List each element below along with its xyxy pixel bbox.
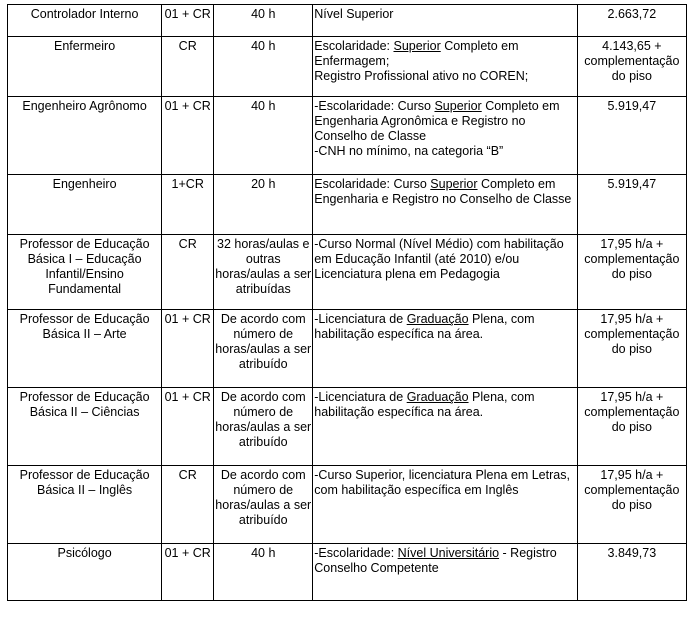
position-title-cell: Professor de Educação Básica II – Arte [8, 310, 162, 388]
requirement-text: -Escolaridade: Curso [314, 99, 435, 113]
workload-cell: De acordo com número de horas/aulas a ser atribuído [214, 388, 313, 466]
vacancies-cell: CR [162, 466, 214, 544]
workload-cell: De acordo com número de horas/aulas a ser atribuído [214, 310, 313, 388]
requirements-cell [313, 388, 577, 466]
requirement-text: Completo em Enfermagem; [314, 39, 519, 68]
salary-cell: 17,95 h/a + complementação do piso [577, 466, 686, 544]
requirements-cell [313, 97, 577, 175]
vacancies-cell: 01 + CR [162, 97, 214, 175]
requirement-text: -Curso Normal (Nível Médio) com habilitação em Educação Infantil (até 2010) e/ou Licenciatura plena em Pedagogia [314, 237, 564, 281]
requirement-underlined-text: Superior [430, 177, 478, 191]
requirement-underlined-text: Graduação [406, 312, 469, 326]
salary-cell: 3.849,73 [577, 544, 686, 601]
vacancies-cell: 01 + CR [162, 5, 214, 37]
requirements-cell [313, 175, 577, 235]
workload-cell: 32 horas/aulas e outras horas/aulas a ser atribuídas [214, 235, 313, 310]
position-title-cell: Professor de Educação Básica I – Educação Infantil/Ensino Fundamental [8, 235, 162, 310]
requirement-text: -CNH no mínimo, na categoria “B” [314, 144, 504, 158]
workload-cell: 40 h [214, 5, 313, 37]
position-title-cell: Psicólogo [8, 544, 162, 601]
requirements-cell [313, 544, 577, 601]
requirement-text: Escolaridade: [314, 39, 394, 53]
table-row [8, 97, 687, 175]
requirement-text: -Licenciatura de [314, 312, 407, 326]
vacancies-cell: 01 + CR [162, 388, 214, 466]
salary-cell: 17,95 h/a + complementação do piso [577, 235, 686, 310]
table-row [8, 175, 687, 235]
position-title-cell: Professor de Educação Básica II – Ciências [8, 388, 162, 466]
workload-cell: 20 h [214, 175, 313, 235]
salary-cell: 4.143,65 + complementação do piso [577, 37, 686, 97]
vacancies-cell: 01 + CR [162, 544, 214, 601]
requirements-cell [313, 5, 577, 37]
position-title-cell: Controlador Interno [8, 5, 162, 37]
salary-cell: 5.919,47 [577, 97, 686, 175]
table-row [8, 466, 687, 544]
position-title-cell: Professor de Educação Básica II – Inglês [8, 466, 162, 544]
table-row [8, 37, 687, 97]
workload-cell: 40 h [214, 97, 313, 175]
table-row [8, 235, 687, 310]
requirement-text: Escolaridade: Curso [314, 177, 431, 191]
requirement-underlined-text: Nível Universitário [397, 546, 500, 560]
table-row [8, 5, 687, 37]
requirement-text: Nível Superior [314, 7, 394, 21]
requirement-underlined-text: Superior [393, 39, 441, 53]
workload-cell: De acordo com número de horas/aulas a ser atribuído [214, 466, 313, 544]
salary-cell: 2.663,72 [577, 5, 686, 37]
positions-table [7, 4, 687, 601]
table-row [8, 310, 687, 388]
salary-cell: 5.919,47 [577, 175, 686, 235]
requirement-underlined-text: Superior [434, 99, 482, 113]
requirement-text: Completo em Engenharia Agronômica e Registro no Conselho de Classe [314, 99, 560, 143]
requirement-text: Registro Profissional ativo no COREN; [314, 69, 529, 83]
positions-table-body [8, 5, 687, 601]
requirements-cell [313, 235, 577, 310]
requirements-cell [313, 466, 577, 544]
requirement-text: Plena, com habilitação específica na área. [314, 390, 535, 419]
requirement-text: Plena, com habilitação específica na área. [314, 312, 535, 341]
workload-cell: 40 h [214, 37, 313, 97]
position-title-cell: Engenheiro [8, 175, 162, 235]
table-row [8, 388, 687, 466]
salary-cell: 17,95 h/a + complementação do piso [577, 310, 686, 388]
vacancies-cell: CR [162, 235, 214, 310]
vacancies-cell: 1+CR [162, 175, 214, 235]
position-title-cell: Enfermeiro [8, 37, 162, 97]
requirement-text: -Escolaridade: [314, 546, 398, 560]
salary-cell: 17,95 h/a + complementação do piso [577, 388, 686, 466]
workload-cell: 40 h [214, 544, 313, 601]
requirement-text: -Licenciatura de [314, 390, 407, 404]
requirement-text: Completo em Engenharia e Registro no Conselho de Classe [314, 177, 572, 206]
requirement-underlined-text: Graduação [406, 390, 469, 404]
position-title-cell: Engenheiro Agrônomo [8, 97, 162, 175]
table-row [8, 544, 687, 601]
vacancies-cell: 01 + CR [162, 310, 214, 388]
vacancies-cell: CR [162, 37, 214, 97]
requirements-cell [313, 310, 577, 388]
requirement-text: - Registro Conselho Competente [314, 546, 557, 575]
requirement-text: -Curso Superior, licenciatura Plena em Letras, com habilitação específica em Inglês [314, 468, 570, 497]
requirements-cell [313, 37, 577, 97]
